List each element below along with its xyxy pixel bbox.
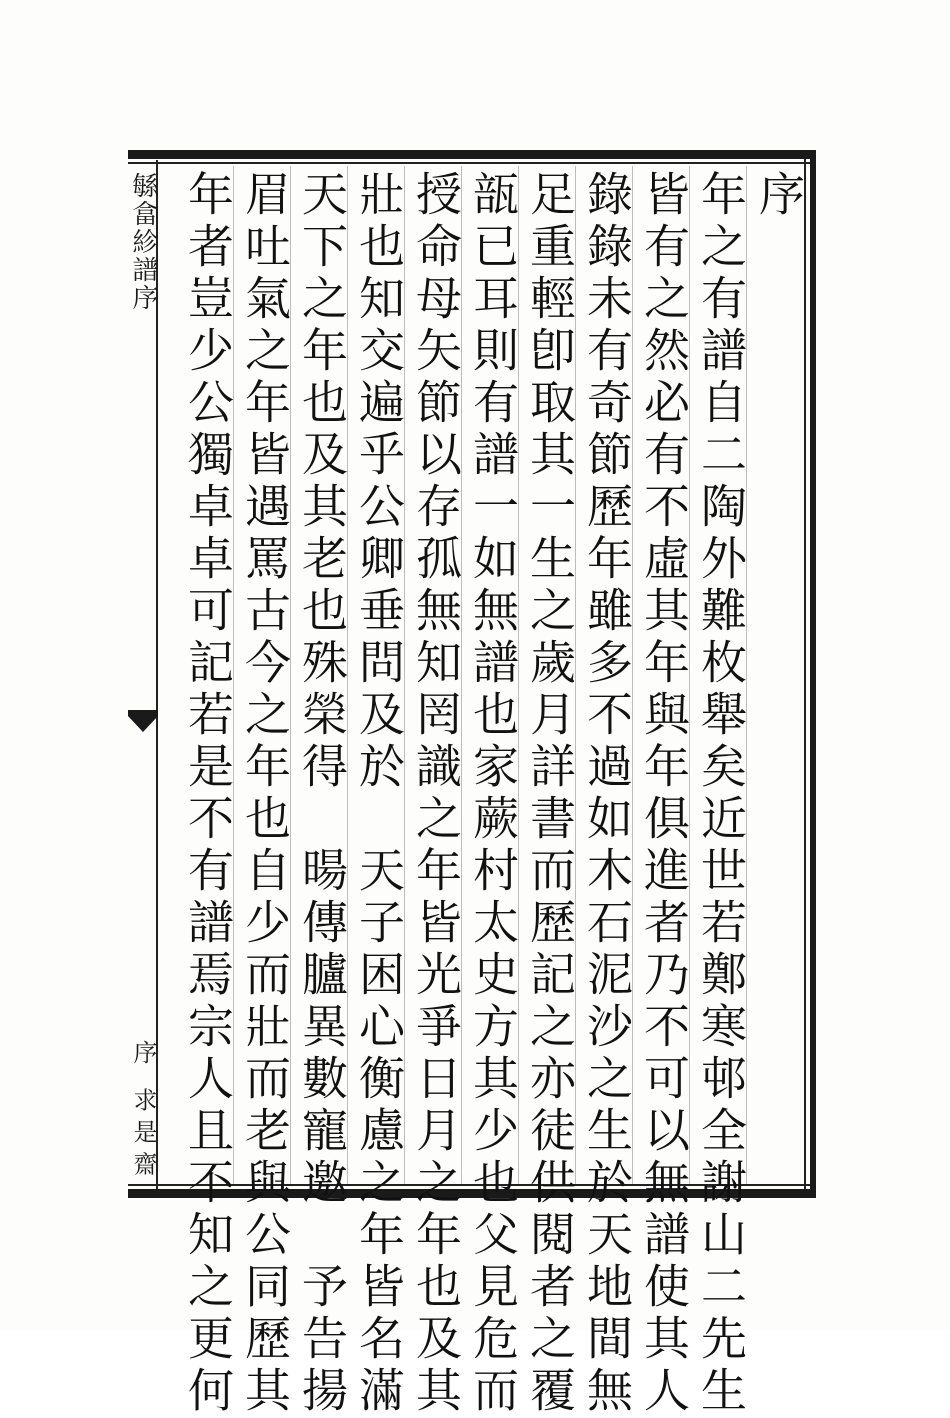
text-column: 錄錄未有奇節歷年雖多不過如木石泥沙之生於天地間無: [580, 170, 634, 1418]
section-label: 序 求是齋: [129, 1040, 157, 1184]
book-title: 緐畣紾譜序: [128, 172, 158, 312]
text-column: 瓿已耳則有譜一如無譜也家蕨村太史方其少也父見危而: [466, 170, 520, 1418]
text-column: 眉吐氣之年皆遇罵古今之年也自少而壯而老與公同歷其: [238, 170, 292, 1418]
section-heading: 序: [752, 170, 806, 222]
center-fold-strip: [128, 160, 158, 1190]
text-body: [162, 160, 807, 1418]
text-column: 年者豈少公獨卓卓可記若是不有譜焉宗人且不知之更何: [181, 170, 235, 1418]
text-column: 年之有譜自二陶外難枚舉矣近世若鄭寒邨全謝山二先生: [694, 170, 748, 1418]
text-column: 足重輕卽取其一生之歲月詳書而歷記之亦徒供閱者之覆: [523, 170, 577, 1418]
text-column: 授命母矢節以存孤無知罔識之年皆光爭日月之年也及其: [409, 170, 463, 1418]
fishtail-ornament-icon: [128, 710, 158, 738]
text-column: 壯也知交遍乎公卿垂問及於 天子困心衡慮之年皆名滿: [352, 170, 406, 1418]
text-column: 天下之年也及其老也殊榮得 暘傳臚異數寵邀 予告揚: [295, 170, 349, 1418]
text-column: 皆有之然必有不虛其年與年俱進者乃不可以無譜使其人: [637, 170, 691, 1418]
